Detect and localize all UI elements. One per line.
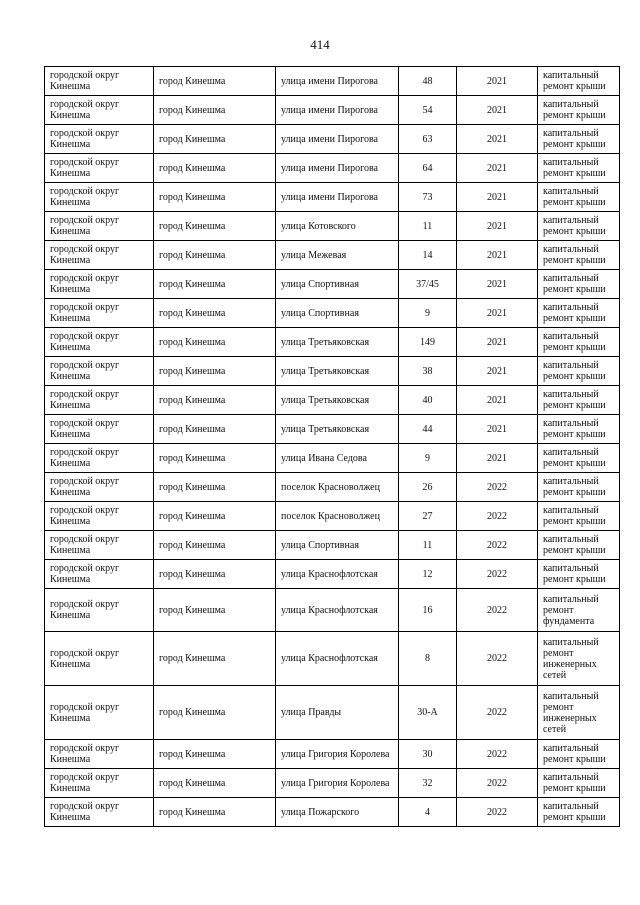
house-number-cell: 54	[399, 96, 457, 125]
work-type-cell: капитальный ремонт фундамента	[538, 589, 620, 632]
table-row	[45, 125, 620, 154]
district-cell: городской округ Кинешма	[45, 632, 154, 686]
work-type-cell: капитальный ремонт крыши	[538, 415, 620, 444]
city-cell: город Кинешма	[154, 473, 276, 502]
housing-repair-table	[44, 66, 620, 827]
year-cell: 2021	[457, 415, 538, 444]
district-cell: городской округ Кинешма	[45, 328, 154, 357]
district-cell: городской округ Кинешма	[45, 67, 154, 96]
city-cell: город Кинешма	[154, 96, 276, 125]
table-row	[45, 154, 620, 183]
year-cell: 2021	[457, 67, 538, 96]
district-cell: городской округ Кинешма	[45, 386, 154, 415]
street-cell: поселок Красноволжец	[276, 502, 399, 531]
table-row	[45, 531, 620, 560]
work-type-cell: капитальный ремонт крыши	[538, 531, 620, 560]
street-cell: улица Пожарского	[276, 798, 399, 827]
work-type-cell: капитальный ремонт крыши	[538, 183, 620, 212]
table-row	[45, 798, 620, 827]
house-number-cell: 30	[399, 740, 457, 769]
district-cell: городской округ Кинешма	[45, 154, 154, 183]
house-number-cell: 44	[399, 415, 457, 444]
work-type-cell: капитальный ремонт крыши	[538, 386, 620, 415]
year-cell: 2021	[457, 212, 538, 241]
house-number-cell: 11	[399, 531, 457, 560]
house-number-cell: 9	[399, 444, 457, 473]
street-cell: улица Третьяковская	[276, 415, 399, 444]
district-cell: городской округ Кинешма	[45, 125, 154, 154]
city-cell: город Кинешма	[154, 270, 276, 299]
work-type-cell: капитальный ремонт инженерных сетей	[538, 632, 620, 686]
district-cell: городской округ Кинешма	[45, 299, 154, 328]
street-cell: улица Спортивная	[276, 270, 399, 299]
house-number-cell: 12	[399, 560, 457, 589]
table-row	[45, 328, 620, 357]
year-cell: 2021	[457, 154, 538, 183]
table-row	[45, 96, 620, 125]
district-cell: городской округ Кинешма	[45, 560, 154, 589]
page-number: 414	[310, 37, 330, 52]
city-cell: город Кинешма	[154, 328, 276, 357]
street-cell: улица имени Пирогова	[276, 96, 399, 125]
house-number-cell: 63	[399, 125, 457, 154]
table-row	[45, 357, 620, 386]
year-cell: 2022	[457, 740, 538, 769]
year-cell: 2022	[457, 560, 538, 589]
work-type-cell: капитальный ремонт крыши	[538, 560, 620, 589]
house-number-cell: 11	[399, 212, 457, 241]
year-cell: 2022	[457, 502, 538, 531]
house-number-cell: 149	[399, 328, 457, 357]
city-cell: город Кинешма	[154, 67, 276, 96]
work-type-cell: капитальный ремонт крыши	[538, 154, 620, 183]
year-cell: 2021	[457, 444, 538, 473]
street-cell: улица Межевая	[276, 241, 399, 270]
city-cell: город Кинешма	[154, 531, 276, 560]
work-type-cell: капитальный ремонт крыши	[538, 299, 620, 328]
district-cell: городской округ Кинешма	[45, 531, 154, 560]
city-cell: город Кинешма	[154, 183, 276, 212]
work-type-cell: капитальный ремонт крыши	[538, 444, 620, 473]
table-row	[45, 589, 620, 632]
district-cell: городской округ Кинешма	[45, 212, 154, 241]
year-cell: 2022	[457, 769, 538, 798]
street-cell: улица Спортивная	[276, 299, 399, 328]
house-number-cell: 38	[399, 357, 457, 386]
year-cell: 2021	[457, 96, 538, 125]
work-type-cell: капитальный ремонт крыши	[538, 769, 620, 798]
city-cell: город Кинешма	[154, 299, 276, 328]
street-cell: улица Ивана Седова	[276, 444, 399, 473]
year-cell: 2022	[457, 473, 538, 502]
house-number-cell: 27	[399, 502, 457, 531]
district-cell: городской округ Кинешма	[45, 444, 154, 473]
district-cell: городской округ Кинешма	[45, 798, 154, 827]
street-cell: улица имени Пирогова	[276, 154, 399, 183]
city-cell: город Кинешма	[154, 154, 276, 183]
work-type-cell: капитальный ремонт крыши	[538, 473, 620, 502]
house-number-cell: 9	[399, 299, 457, 328]
street-cell: улица Третьяковская	[276, 328, 399, 357]
district-cell: городской округ Кинешма	[45, 96, 154, 125]
house-number-cell: 32	[399, 769, 457, 798]
year-cell: 2022	[457, 686, 538, 740]
city-cell: город Кинешма	[154, 632, 276, 686]
city-cell: город Кинешма	[154, 589, 276, 632]
city-cell: город Кинешма	[154, 769, 276, 798]
street-cell: поселок Красноволжец	[276, 473, 399, 502]
house-number-cell: 4	[399, 798, 457, 827]
street-cell: улица Третьяковская	[276, 357, 399, 386]
district-cell: городской округ Кинешма	[45, 589, 154, 632]
district-cell: городской округ Кинешма	[45, 183, 154, 212]
district-cell: городской округ Кинешма	[45, 473, 154, 502]
street-cell: улица Краснофлотская	[276, 560, 399, 589]
city-cell: город Кинешма	[154, 125, 276, 154]
table-body	[45, 67, 620, 827]
city-cell: город Кинешма	[154, 241, 276, 270]
table-row	[45, 502, 620, 531]
work-type-cell: капитальный ремонт крыши	[538, 270, 620, 299]
house-number-cell: 48	[399, 67, 457, 96]
table-row	[45, 473, 620, 502]
street-cell: улица Третьяковская	[276, 386, 399, 415]
work-type-cell: капитальный ремонт крыши	[538, 357, 620, 386]
street-cell: улица имени Пирогова	[276, 183, 399, 212]
city-cell: город Кинешма	[154, 686, 276, 740]
table-row	[45, 415, 620, 444]
house-number-cell: 26	[399, 473, 457, 502]
work-type-cell: капитальный ремонт крыши	[538, 125, 620, 154]
table-row	[45, 212, 620, 241]
house-number-cell: 73	[399, 183, 457, 212]
district-cell: городской округ Кинешма	[45, 357, 154, 386]
table-row	[45, 241, 620, 270]
district-cell: городской округ Кинешма	[45, 241, 154, 270]
table-row	[45, 299, 620, 328]
city-cell: город Кинешма	[154, 560, 276, 589]
city-cell: город Кинешма	[154, 386, 276, 415]
street-cell: улица Краснофлотская	[276, 632, 399, 686]
house-number-cell: 40	[399, 386, 457, 415]
work-type-cell: капитальный ремонт крыши	[538, 212, 620, 241]
street-cell: улица Спортивная	[276, 531, 399, 560]
table-row	[45, 67, 620, 96]
table-row	[45, 632, 620, 686]
house-number-cell: 64	[399, 154, 457, 183]
year-cell: 2022	[457, 632, 538, 686]
house-number-cell: 14	[399, 241, 457, 270]
district-cell: городской округ Кинешма	[45, 502, 154, 531]
work-type-cell: капитальный ремонт крыши	[538, 241, 620, 270]
work-type-cell: капитальный ремонт крыши	[538, 502, 620, 531]
year-cell: 2022	[457, 798, 538, 827]
year-cell: 2021	[457, 125, 538, 154]
house-number-cell: 8	[399, 632, 457, 686]
table-row	[45, 740, 620, 769]
year-cell: 2021	[457, 270, 538, 299]
house-number-cell: 30-А	[399, 686, 457, 740]
street-cell: улица Котовского	[276, 212, 399, 241]
city-cell: город Кинешма	[154, 798, 276, 827]
city-cell: город Кинешма	[154, 212, 276, 241]
city-cell: город Кинешма	[154, 740, 276, 769]
table-row	[45, 183, 620, 212]
city-cell: город Кинешма	[154, 444, 276, 473]
year-cell: 2021	[457, 328, 538, 357]
street-cell: улица Григория Королева	[276, 740, 399, 769]
year-cell: 2021	[457, 357, 538, 386]
table-row	[45, 769, 620, 798]
city-cell: город Кинешма	[154, 502, 276, 531]
district-cell: городской округ Кинешма	[45, 686, 154, 740]
street-cell: улица имени Пирогова	[276, 125, 399, 154]
street-cell: улица имени Пирогова	[276, 67, 399, 96]
house-number-cell: 16	[399, 589, 457, 632]
city-cell: город Кинешма	[154, 415, 276, 444]
work-type-cell: капитальный ремонт крыши	[538, 798, 620, 827]
year-cell: 2022	[457, 589, 538, 632]
city-cell: город Кинешма	[154, 357, 276, 386]
street-cell: улица Правды	[276, 686, 399, 740]
district-cell: городской округ Кинешма	[45, 740, 154, 769]
year-cell: 2022	[457, 531, 538, 560]
work-type-cell: капитальный ремонт крыши	[538, 740, 620, 769]
district-cell: городской округ Кинешма	[45, 769, 154, 798]
work-type-cell: капитальный ремонт крыши	[538, 96, 620, 125]
table-row	[45, 270, 620, 299]
year-cell: 2021	[457, 183, 538, 212]
year-cell: 2021	[457, 299, 538, 328]
table-row	[45, 560, 620, 589]
table-row	[45, 686, 620, 740]
table-row	[45, 444, 620, 473]
work-type-cell: капитальный ремонт крыши	[538, 67, 620, 96]
table-row	[45, 386, 620, 415]
street-cell: улица Краснофлотская	[276, 589, 399, 632]
house-number-cell: 37/45	[399, 270, 457, 299]
district-cell: городской округ Кинешма	[45, 270, 154, 299]
district-cell: городской округ Кинешма	[45, 415, 154, 444]
year-cell: 2021	[457, 386, 538, 415]
street-cell: улица Григория Королева	[276, 769, 399, 798]
work-type-cell: капитальный ремонт крыши	[538, 328, 620, 357]
work-type-cell: капитальный ремонт инженерных сетей	[538, 686, 620, 740]
year-cell: 2021	[457, 241, 538, 270]
